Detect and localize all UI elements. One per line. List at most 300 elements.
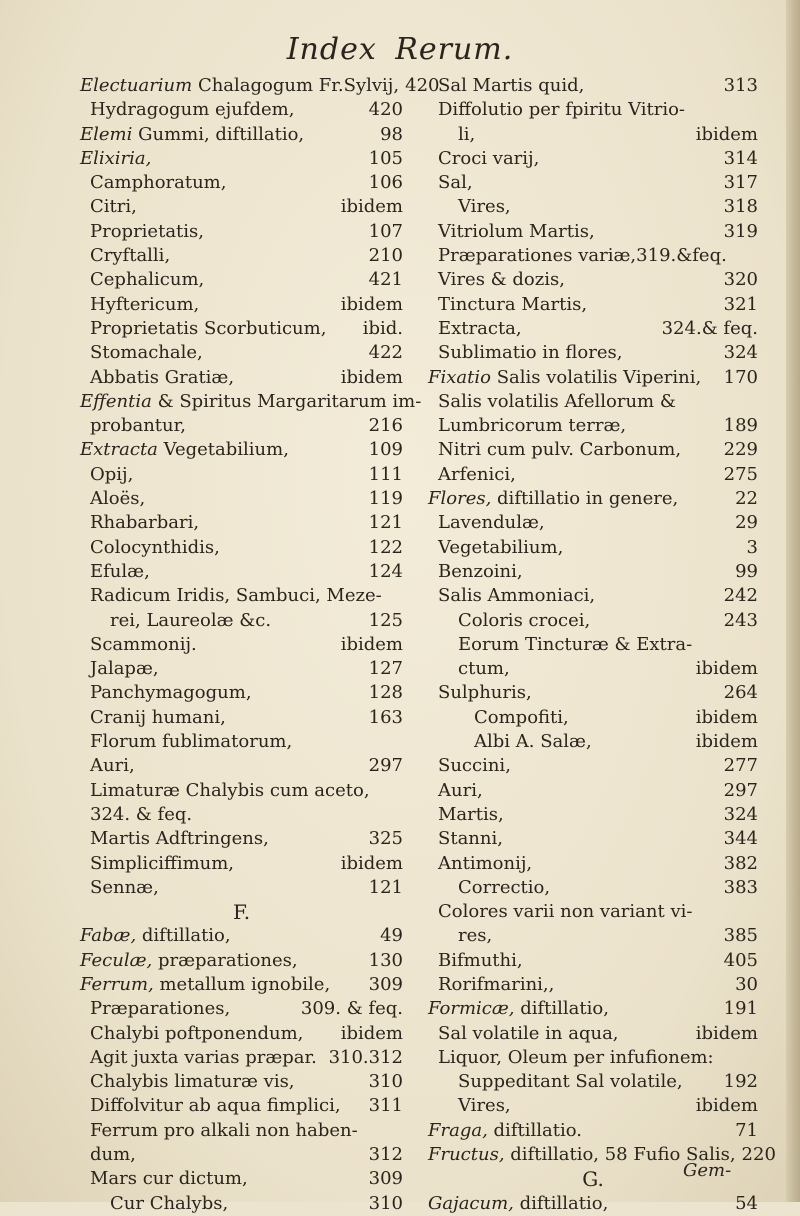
entry-label: Albi A. Salæ, bbox=[474, 731, 592, 753]
entry-text bbox=[428, 414, 626, 438]
index-entry bbox=[428, 1192, 758, 1216]
entry-text bbox=[80, 560, 150, 584]
entry-text bbox=[80, 487, 145, 511]
index-entry bbox=[80, 1143, 403, 1167]
index-entry bbox=[428, 147, 758, 171]
entry-page-ref: 71 bbox=[735, 1119, 758, 1141]
entry-label: Mars cur dictum, bbox=[90, 1168, 248, 1190]
index-entry bbox=[428, 244, 758, 268]
index-entry bbox=[80, 730, 403, 754]
entry-label: Liquor, Oleum per infufionem: bbox=[438, 1046, 714, 1068]
entry-page-ref: 243 bbox=[723, 609, 758, 631]
entry-label: Vires & dozis, bbox=[438, 269, 565, 291]
entry-page-ref: 324 bbox=[723, 342, 758, 364]
entry-page-ref: 107 bbox=[368, 220, 403, 242]
entry-label: F. bbox=[232, 900, 251, 925]
entry-text bbox=[80, 147, 151, 171]
entry-label: li, bbox=[458, 123, 476, 145]
entry-page-ref: 320 bbox=[723, 269, 758, 291]
entry-text bbox=[428, 852, 532, 876]
index-entry bbox=[80, 463, 403, 487]
entry-text bbox=[80, 195, 137, 219]
page-header bbox=[0, 32, 800, 67]
entry-keyword: Gajacum, bbox=[428, 1192, 514, 1214]
index-entry bbox=[428, 560, 758, 584]
index-entry bbox=[428, 803, 758, 827]
entry-label: Proprietatis, bbox=[90, 220, 205, 242]
index-entry bbox=[428, 681, 758, 705]
entry-text bbox=[428, 1119, 582, 1143]
entry-label: Vitriolum Martis, bbox=[438, 220, 595, 242]
entry-page-ref: 170 bbox=[723, 366, 758, 388]
entry-label: Aloës, bbox=[90, 488, 146, 510]
entry-label: Stomachale, bbox=[90, 342, 203, 364]
entry-page-ref: 29 bbox=[735, 512, 758, 534]
entry-label: G. bbox=[582, 1167, 604, 1192]
entry-page-ref: 99 bbox=[735, 560, 758, 582]
index-entry bbox=[428, 414, 758, 438]
index-entry bbox=[80, 706, 403, 730]
entry-page-ref: 229 bbox=[723, 439, 758, 461]
entry-label: Cur Chalybs, bbox=[110, 1192, 229, 1214]
entry-page-ref: 98 bbox=[380, 123, 403, 145]
entry-page-ref: 420 bbox=[368, 99, 403, 121]
entry-page-ref: ibidem bbox=[695, 1022, 758, 1044]
entry-label: Tinctura Martis, bbox=[438, 293, 588, 315]
entry-keyword: Fructus, bbox=[428, 1144, 505, 1166]
index-entry bbox=[428, 657, 758, 681]
index-entry bbox=[80, 244, 403, 268]
entry-text bbox=[428, 730, 592, 754]
entry-label: Panchymagogum, bbox=[90, 682, 252, 704]
entry-text bbox=[428, 244, 727, 268]
entry-keyword: Electuarium bbox=[80, 75, 193, 96]
entry-text bbox=[80, 1022, 303, 1046]
entry-label: Simpliciffimum, bbox=[90, 852, 235, 874]
entry-text bbox=[80, 924, 231, 948]
index-entry bbox=[80, 366, 403, 390]
entry-label: Colores varii non variant vi- bbox=[438, 901, 693, 923]
entry-text bbox=[80, 317, 326, 341]
entry-label: Rorifmarini,, bbox=[438, 973, 555, 995]
entry-label: 324. & feq. bbox=[90, 803, 193, 825]
index-entry bbox=[428, 293, 758, 317]
index-entry bbox=[428, 1070, 758, 1094]
entry-label: metallum ignobile, bbox=[153, 973, 331, 995]
index-entry bbox=[80, 438, 403, 462]
entry-label: Radicum Iridis, Sambuci, Meze- bbox=[90, 585, 382, 607]
entry-label: diftillatio. bbox=[487, 1119, 582, 1141]
entry-page-ref: 275 bbox=[723, 463, 758, 485]
entry-page-ref: 128 bbox=[368, 682, 403, 704]
index-entry bbox=[80, 220, 403, 244]
entry-page-ref: 3 bbox=[746, 536, 758, 558]
entry-label: Chalybi poftponendum, bbox=[90, 1022, 304, 1044]
index-entry bbox=[80, 414, 403, 438]
entry-label: Coloris crocei, bbox=[458, 609, 591, 631]
entry-text bbox=[428, 609, 590, 633]
entry-page-ref: 191 bbox=[723, 998, 758, 1020]
index-entry bbox=[428, 900, 758, 924]
entry-text bbox=[80, 803, 192, 827]
entry-label: Vires, bbox=[458, 196, 511, 218]
entry-text bbox=[428, 268, 565, 292]
header-rerum: Rerum. bbox=[395, 32, 514, 67]
entry-text bbox=[428, 1046, 714, 1070]
entry-label: Præparationes, bbox=[90, 998, 231, 1020]
entry-label: diftillatio, bbox=[513, 1192, 609, 1214]
entry-page-ref: 324.& feq. bbox=[661, 317, 758, 339]
entry-text bbox=[428, 195, 511, 219]
entry-label: Chalybis limaturæ vis, bbox=[90, 1071, 295, 1093]
index-entry bbox=[80, 681, 403, 705]
index-entry bbox=[428, 997, 758, 1021]
entry-page-ref: 297 bbox=[723, 779, 758, 801]
entry-page-ref: 192 bbox=[723, 1071, 758, 1093]
entry-page-ref: 420 bbox=[405, 75, 440, 96]
entry-label: Auri, bbox=[90, 755, 135, 777]
entry-keyword: Feculæ, bbox=[80, 949, 153, 971]
index-entry bbox=[80, 1046, 403, 1070]
entry-page-ref: 124 bbox=[368, 560, 403, 582]
index-entry bbox=[428, 74, 758, 98]
index-entry bbox=[428, 779, 758, 803]
index-entry bbox=[428, 924, 758, 948]
entry-page-ref: ibidem bbox=[340, 1022, 403, 1044]
entry-text bbox=[428, 123, 475, 147]
index-entry bbox=[80, 1192, 403, 1216]
entry-text bbox=[80, 1143, 136, 1167]
entry-page-ref: ibidem bbox=[340, 633, 403, 655]
entry-page-ref: ibid. bbox=[362, 317, 403, 339]
entry-page-ref: 310 bbox=[368, 1192, 403, 1214]
entry-text bbox=[80, 681, 252, 705]
entry-text bbox=[80, 1046, 317, 1070]
entry-text bbox=[80, 268, 204, 292]
entry-label: Colocynthidis, bbox=[90, 536, 220, 558]
entry-label: & Spiritus Margaritarum im- bbox=[151, 390, 422, 412]
index-entry bbox=[80, 123, 403, 147]
entry-label: Arfenici, bbox=[438, 463, 516, 485]
entry-page-ref: ibidem bbox=[340, 196, 403, 218]
index-entry bbox=[80, 171, 403, 195]
entry-label: Citri, bbox=[90, 196, 137, 218]
entry-page-ref: 309 bbox=[368, 1168, 403, 1190]
entry-page-ref: 314 bbox=[723, 147, 758, 169]
entry-page-ref: ibidem bbox=[695, 658, 758, 680]
entry-page-ref: 405 bbox=[723, 949, 758, 971]
entry-text bbox=[80, 973, 330, 997]
entry-page-ref: 242 bbox=[723, 585, 758, 607]
entry-text bbox=[428, 293, 587, 317]
entry-label: Opij, bbox=[90, 463, 134, 485]
index-entry bbox=[80, 949, 403, 973]
index-entry bbox=[428, 633, 758, 657]
entry-text bbox=[428, 560, 523, 584]
entry-label: res, bbox=[458, 925, 493, 947]
entry-label: Vegetabilium, bbox=[438, 536, 564, 558]
entry-text bbox=[233, 900, 250, 924]
entry-text bbox=[80, 730, 292, 754]
entry-page-ref: 54 bbox=[735, 1192, 758, 1214]
index-entry bbox=[428, 511, 758, 535]
entry-page-ref: ibidem bbox=[695, 1095, 758, 1117]
index-entry bbox=[80, 584, 403, 608]
entry-label: Camphoratum, bbox=[90, 172, 227, 194]
entry-label: Cephalicum, bbox=[90, 269, 205, 291]
entry-label: Efulæ, bbox=[90, 560, 150, 582]
index-entry bbox=[80, 754, 403, 778]
entry-text bbox=[80, 997, 230, 1021]
entry-label: Florum fublimatorum, bbox=[90, 731, 293, 753]
entry-page-ref: 163 bbox=[368, 706, 403, 728]
entry-page-ref: 309 bbox=[368, 973, 403, 995]
entry-page-ref: 30 bbox=[735, 973, 758, 995]
catchword: Gem- bbox=[683, 1160, 732, 1181]
entry-text bbox=[80, 852, 234, 876]
index-entry bbox=[80, 997, 403, 1021]
entry-keyword: Extracta bbox=[80, 439, 158, 461]
entry-label: Extracta, bbox=[438, 317, 522, 339]
index-entry bbox=[428, 171, 758, 195]
entry-label: Antimonij, bbox=[438, 852, 533, 874]
index-entry bbox=[428, 827, 758, 851]
index-entry bbox=[80, 293, 403, 317]
entry-label: Vegetabilium, bbox=[157, 439, 289, 461]
index-entry bbox=[80, 487, 403, 511]
entry-text bbox=[80, 438, 289, 462]
index-entry bbox=[428, 1094, 758, 1118]
entry-label: Diffolvitur ab aqua fimplici, bbox=[90, 1095, 341, 1117]
entry-text bbox=[80, 1192, 228, 1216]
entry-page-ref: 297 bbox=[368, 755, 403, 777]
entry-text bbox=[80, 536, 220, 560]
entry-label: Cranij humani, bbox=[90, 706, 226, 728]
index-entry bbox=[80, 341, 403, 365]
entry-text bbox=[80, 1119, 358, 1143]
entry-text bbox=[428, 366, 701, 390]
entry-label: Croci varij, bbox=[438, 147, 540, 169]
entry-text bbox=[80, 584, 382, 608]
entry-label: Nitri cum pulv. Carbonum, bbox=[438, 439, 682, 461]
entry-label: Gummi, diftillatio, bbox=[132, 123, 305, 145]
index-entry bbox=[428, 1046, 758, 1070]
entry-label: diftillatio, 58 Fufio Salis, bbox=[504, 1144, 736, 1166]
entry-page-ref: 324 bbox=[723, 803, 758, 825]
entry-label: diftillatio, bbox=[136, 925, 231, 947]
entry-label: Agit juxta varias præpar. bbox=[90, 1046, 317, 1068]
entry-keyword: Formicæ, bbox=[428, 998, 515, 1020]
entry-text bbox=[428, 317, 522, 341]
index-entry bbox=[80, 1070, 403, 1094]
entry-text bbox=[428, 98, 685, 122]
index-entry bbox=[80, 852, 403, 876]
entry-text bbox=[428, 657, 510, 681]
entry-text bbox=[80, 827, 269, 851]
entry-page-ref: 49 bbox=[380, 925, 403, 947]
entry-text bbox=[582, 1167, 604, 1191]
index-entry bbox=[428, 754, 758, 778]
entry-text bbox=[80, 171, 226, 195]
entry-label: Jalapæ, bbox=[90, 658, 159, 680]
entry-page-ref: 105 bbox=[368, 147, 403, 169]
entry-page-ref: 119 bbox=[368, 488, 403, 510]
entry-label: Sulphuris, bbox=[438, 682, 532, 704]
index-entry bbox=[80, 536, 403, 560]
index-column-right bbox=[428, 74, 776, 1216]
index-entry bbox=[428, 463, 758, 487]
index-entry bbox=[428, 973, 758, 997]
entry-keyword: Effentia bbox=[80, 390, 152, 412]
entry-keyword: Fixatio bbox=[428, 366, 491, 388]
index-entry bbox=[80, 633, 403, 657]
index-entry bbox=[428, 706, 758, 730]
index-entry bbox=[428, 852, 758, 876]
entry-label: dum, bbox=[90, 1144, 136, 1166]
entry-text bbox=[80, 414, 186, 438]
entry-text bbox=[428, 1022, 619, 1046]
entry-label: Scammonij. bbox=[90, 633, 197, 655]
index-entry bbox=[428, 195, 758, 219]
index-entry bbox=[80, 317, 403, 341]
entry-page-ref: 127 bbox=[368, 658, 403, 680]
entry-text bbox=[80, 657, 159, 681]
entry-label: Eorum Tincturæ & Extra- bbox=[458, 633, 693, 655]
index-entry bbox=[80, 1167, 403, 1191]
entry-label: Sublimatio in flores, bbox=[438, 342, 623, 364]
entry-text bbox=[80, 1094, 341, 1118]
entry-text bbox=[428, 511, 545, 535]
index-entry bbox=[428, 341, 758, 365]
entry-label: Martis Adftringens, bbox=[90, 828, 269, 850]
entry-text bbox=[428, 1094, 511, 1118]
entry-label: diftillatio in genere, bbox=[491, 488, 679, 510]
index-entry bbox=[428, 123, 758, 147]
entry-text bbox=[80, 1167, 248, 1191]
index-entry bbox=[80, 1022, 403, 1046]
index-entry bbox=[80, 803, 403, 827]
entry-text bbox=[428, 973, 554, 997]
entry-label: præparationes, bbox=[152, 949, 298, 971]
entry-label: Succini, bbox=[438, 755, 511, 777]
entry-page-ref: 311 bbox=[368, 1095, 403, 1117]
entry-text bbox=[80, 244, 170, 268]
index-entry bbox=[428, 268, 758, 292]
entry-page-ref: 318 bbox=[723, 196, 758, 218]
index-entry bbox=[428, 609, 758, 633]
entry-label: Hydragogum ejufdem, bbox=[90, 99, 295, 121]
index-entry bbox=[80, 560, 403, 584]
entry-text bbox=[80, 1070, 295, 1094]
entry-label: ctum, bbox=[458, 658, 510, 680]
entry-text bbox=[80, 876, 159, 900]
entry-label: Lumbricorum terræ, bbox=[438, 415, 627, 437]
entry-label: Lavendulæ, bbox=[438, 512, 545, 534]
entry-label: Martis, bbox=[438, 803, 504, 825]
index-entry bbox=[80, 876, 403, 900]
index-entry bbox=[80, 973, 403, 997]
entry-text bbox=[428, 827, 503, 851]
entry-text bbox=[80, 74, 399, 98]
index-entry bbox=[428, 1022, 758, 1046]
entry-page-ref: 130 bbox=[368, 949, 403, 971]
entry-text bbox=[80, 779, 370, 803]
entry-text bbox=[428, 876, 550, 900]
entry-text bbox=[80, 463, 133, 487]
entry-keyword: Ferrum, bbox=[80, 973, 154, 995]
entry-page-ref: 325 bbox=[368, 828, 403, 850]
index-entry bbox=[428, 98, 758, 122]
entry-text bbox=[428, 74, 584, 98]
entry-label: Hyftericum, bbox=[90, 293, 200, 315]
entry-page-ref: 310 bbox=[368, 1071, 403, 1093]
index-entry bbox=[428, 366, 758, 390]
header-index: Index bbox=[286, 32, 377, 67]
entry-label: Benzoini, bbox=[438, 560, 523, 582]
entry-label: Rhabarbari, bbox=[90, 512, 200, 534]
entry-text bbox=[80, 511, 199, 535]
entry-page-ref: 421 bbox=[368, 269, 403, 291]
entry-label: Limaturæ Chalybis cum aceto, bbox=[90, 779, 370, 801]
index-entry bbox=[428, 1119, 758, 1143]
index-entry bbox=[80, 98, 403, 122]
index-entry bbox=[428, 487, 758, 511]
entry-text bbox=[428, 1070, 683, 1094]
entry-label: Chalagogum Fr.Sylvij, bbox=[192, 75, 400, 96]
entry-text bbox=[80, 754, 135, 778]
index-entry bbox=[80, 390, 422, 414]
index-entry bbox=[428, 730, 758, 754]
entry-text bbox=[80, 123, 304, 147]
entry-text bbox=[428, 803, 504, 827]
entry-keyword: Elixiria, bbox=[80, 147, 152, 169]
entry-page-ref: 216 bbox=[368, 415, 403, 437]
index-entry bbox=[80, 268, 403, 292]
entry-label: Sal, bbox=[438, 172, 473, 194]
entry-label: diftillatio, bbox=[514, 998, 609, 1020]
entry-text bbox=[80, 609, 271, 633]
entry-keyword: Elemi bbox=[80, 123, 133, 145]
entry-page-ref: 210 bbox=[368, 245, 403, 267]
entry-label: Cryftalli, bbox=[90, 245, 171, 267]
entry-page-ref: ibidem bbox=[340, 852, 403, 874]
entry-page-ref: ibidem bbox=[340, 293, 403, 315]
entry-text bbox=[80, 949, 298, 973]
entry-page-ref: 383 bbox=[723, 876, 758, 898]
entry-label: Bifmuthi, bbox=[438, 949, 523, 971]
entry-text bbox=[428, 924, 492, 948]
entry-page-ref: 106 bbox=[368, 172, 403, 194]
entry-page-ref: 385 bbox=[723, 925, 758, 947]
page-edge bbox=[786, 0, 800, 1202]
entry-label: Sennæ, bbox=[90, 876, 159, 898]
entry-page-ref: 220 bbox=[741, 1144, 776, 1166]
entry-text bbox=[428, 341, 622, 365]
entry-text bbox=[428, 779, 483, 803]
entry-keyword: Fraga, bbox=[428, 1119, 488, 1141]
entry-label: rei, Laureolæ &c. bbox=[110, 609, 272, 631]
index-entry bbox=[428, 220, 758, 244]
entry-page-ref: 121 bbox=[368, 512, 403, 534]
entry-text bbox=[80, 293, 199, 317]
entry-label: Præparationes variæ,319.&feq. bbox=[438, 245, 727, 267]
entry-text bbox=[80, 706, 226, 730]
entry-keyword: Flores, bbox=[428, 488, 492, 510]
entry-text bbox=[428, 681, 532, 705]
entry-label: Suppeditant Sal volatile, bbox=[458, 1071, 683, 1093]
index-entry bbox=[428, 438, 758, 462]
entry-text bbox=[428, 487, 678, 511]
